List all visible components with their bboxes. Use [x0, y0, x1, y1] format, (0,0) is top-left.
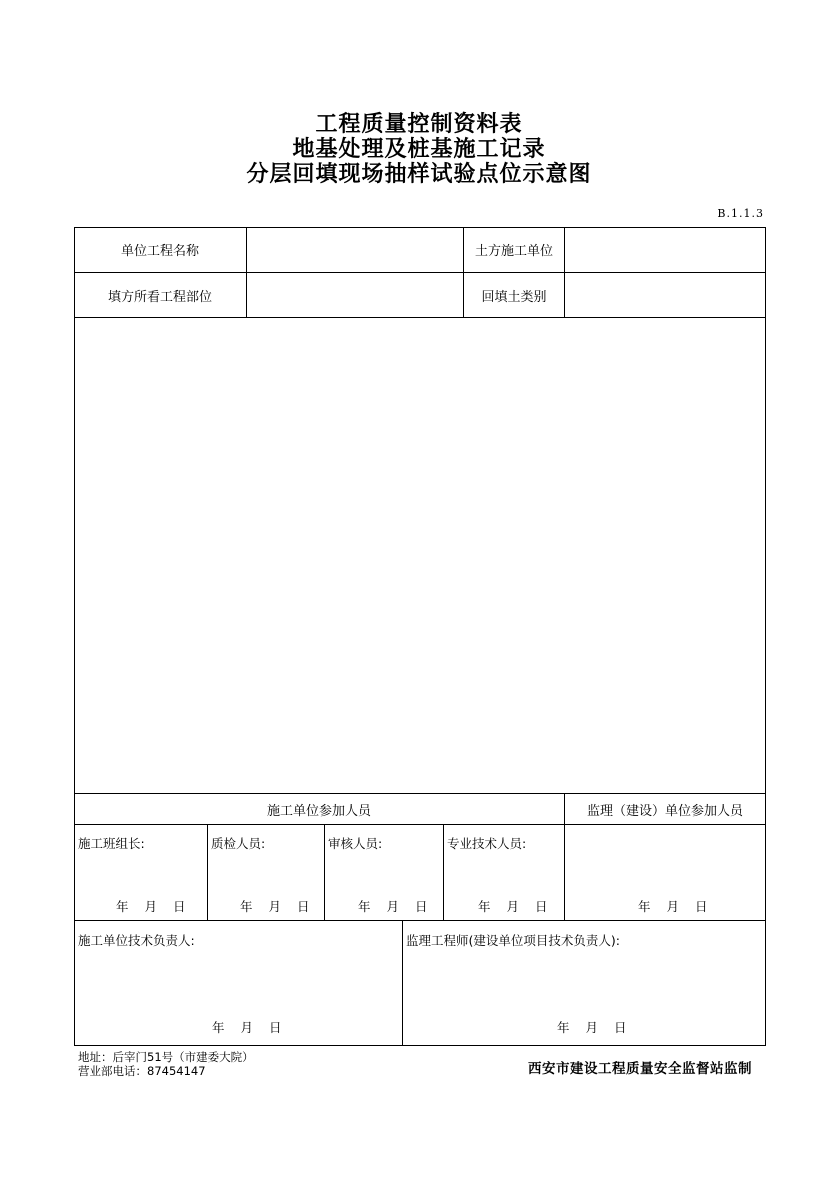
page-subtitle: 地基处理及桩基施工记录	[292, 136, 546, 162]
date-line: 年 月 日	[358, 899, 428, 914]
date-line: 年 月 日	[240, 899, 310, 914]
date-line: 年 月 日	[212, 1020, 282, 1035]
footer-contact	[78, 1050, 254, 1078]
divider	[402, 920, 403, 1046]
footer-phone: 营业部电话：87454147	[78, 1064, 206, 1078]
footer-address: 地址：后宰门51号（市建委大院）	[78, 1050, 254, 1064]
date-line: 年 月 日	[557, 1020, 627, 1035]
divider	[443, 824, 444, 920]
page-subtitle-2: 分层回填现场抽样试验点位示意图	[246, 161, 592, 187]
fill-location-field[interactable]	[247, 273, 463, 317]
divider	[74, 920, 766, 921]
divider	[74, 824, 766, 825]
record-form	[74, 227, 766, 1046]
date-line: 年 月 日	[638, 899, 708, 914]
page-title: 工程质量控制资料表	[315, 111, 523, 137]
title-block	[0, 112, 838, 187]
supervision-participants-header: 监理（建设）单位参加人员	[586, 803, 743, 819]
construction-participants-header: 施工单位参加人员	[266, 803, 371, 819]
supervising-engineer-label: 监理工程师(建设单位项目技术负责人):	[406, 933, 620, 948]
quality-inspector-label: 质检人员:	[211, 836, 266, 851]
backfill-soil-field[interactable]	[565, 273, 765, 317]
reviewer-label: 审核人员:	[328, 836, 383, 851]
footer-issuer: 西安市建设工程质量安全监督站监制	[528, 1061, 752, 1077]
team-leader-label: 施工班组长:	[78, 836, 145, 851]
date-line: 年 月 日	[478, 899, 548, 914]
earthwork-unit-label: 土方施工单位	[474, 244, 553, 259]
border-bottom	[74, 1045, 766, 1046]
construction-tech-lead-label: 施工单位技术负责人:	[78, 933, 195, 948]
border-right	[765, 227, 766, 1046]
divider	[324, 824, 325, 920]
fill-location-label: 填方所看工程部位	[107, 289, 212, 305]
technical-staff-label: 专业技术人员:	[447, 836, 527, 851]
backfill-soil-label: 回填土类别	[481, 289, 547, 305]
divider	[207, 824, 208, 920]
date-line: 年 月 日	[116, 899, 186, 914]
project-name-field[interactable]	[247, 227, 463, 272]
diagram-area[interactable]	[75, 318, 765, 793]
form-code: B.1.1.3	[717, 207, 764, 220]
project-name-label: 单位工程名称	[120, 244, 199, 259]
earthwork-unit-field[interactable]	[565, 227, 765, 272]
